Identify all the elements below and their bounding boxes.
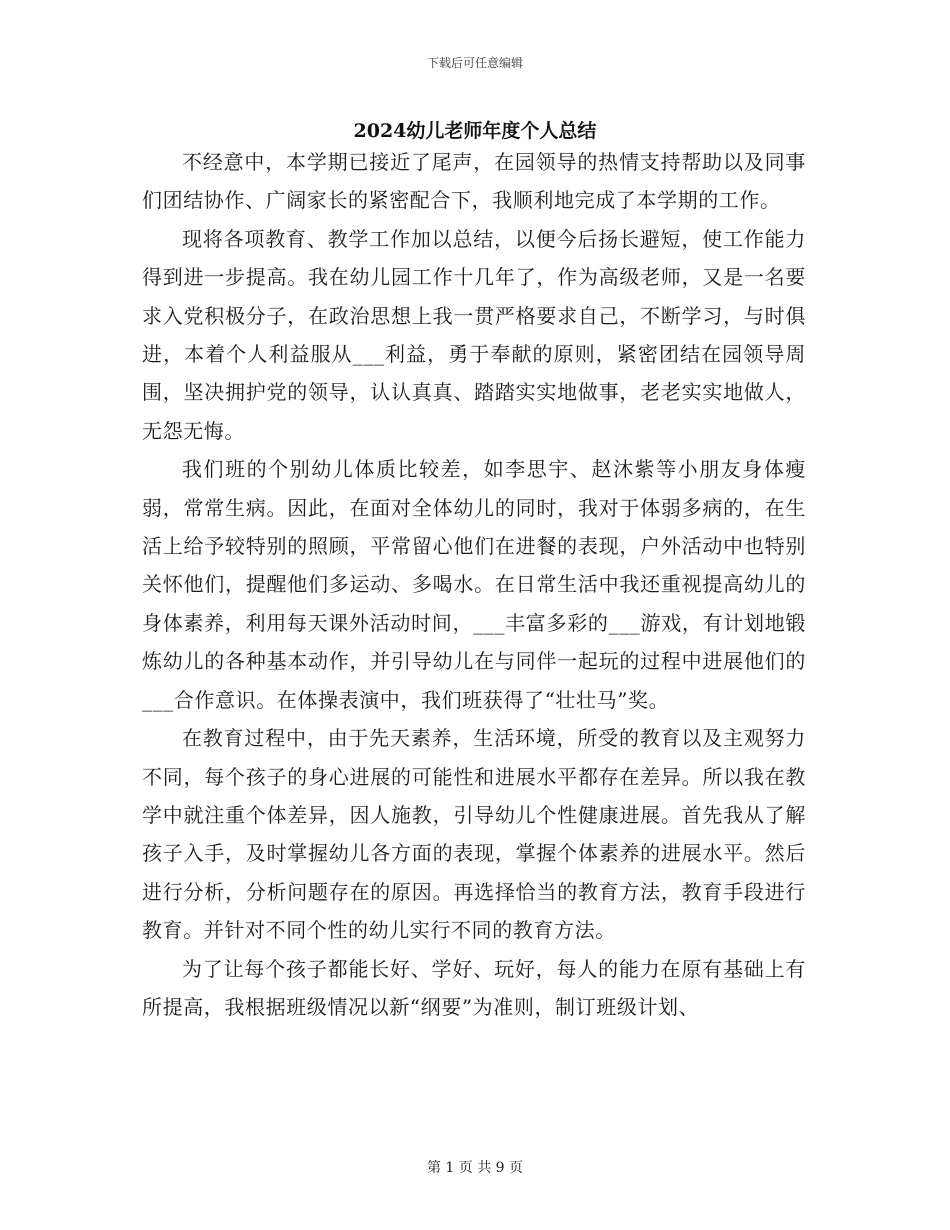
- document-title: 2024幼儿老师年度个人总结: [353, 120, 597, 142]
- paragraph-intro: 不经意中，本学期已接近了尾声，在园领导的热情支持帮助以及同事们团结协作、广阔家长的紧密配合下，我顺利地完成了本学期的工作。: [142, 150, 806, 213]
- page-header-note: 下载后可任意编辑: [426, 56, 523, 70]
- document-body: [142, 143, 806, 1026]
- page-number-footer: 第 1 页 共 9 页: [426, 1160, 524, 1176]
- paragraph-summary: 现将各项教育、教学工作加以总结，以便今后扬长避短，使工作能力得到进一步提高。我在幼儿园工作十几年了，作为高级老师，又是一名要求入党积极分子，在政治思想上我一贯严格要求自己，不断学习，与时俱进，本着个人利益服从___利益，勇于奉献的原则，紧密团结在园领导周围，坚决拥护党的领导，认认真真、踏踏实实地做事，老老实实地做人，无怨无悔。: [142, 226, 806, 443]
- paragraph-planning: 为了让每个孩子都能长好、学好、玩好，每人的能力在原有基础上有所提高，我根据班级情况以新“纲要”为准则，制订班级计划、: [142, 956, 806, 1019]
- paragraph-education: 在教育过程中，由于先天素养，生活环境，所受的教育以及主观努力不同，每个孩子的身心进展的可能性和进展水平都存在差异。所以我在教学中就注重个体差异，因人施教，引导幼儿个性健康进展。首先我从了解孩子入手，及时掌握幼儿各方面的表现，掌握个体素养的进展水平。然后进行分析，分析问题存在的原因。再选择恰当的教育方法，教育手段进行教育。并针对不同个性的幼儿实行不同的教育方法。: [142, 726, 806, 943]
- paragraph-health: 我们班的个别幼儿体质比较差，如李思宇、赵沐紫等小朋友身体瘦弱，常常生病。因此，在面对全体幼儿的同时，我对于体弱多病的，在生活上给予较特别的照顾，平常留心他们在进餐的表现，户外活动中也特别关怀他们，提醒他们多运动、多喝水。在日常生活中我还重视提高幼儿的身体素养，利用每天课外活动时间，___丰富多彩的___游戏，有计划地锻炼幼儿的各种基本动作，并引导幼儿在与同伴一起玩的过程中进展他们的___合作意识。在体操表演中，我们班获得了“壮壮马”奖。: [142, 457, 806, 712]
